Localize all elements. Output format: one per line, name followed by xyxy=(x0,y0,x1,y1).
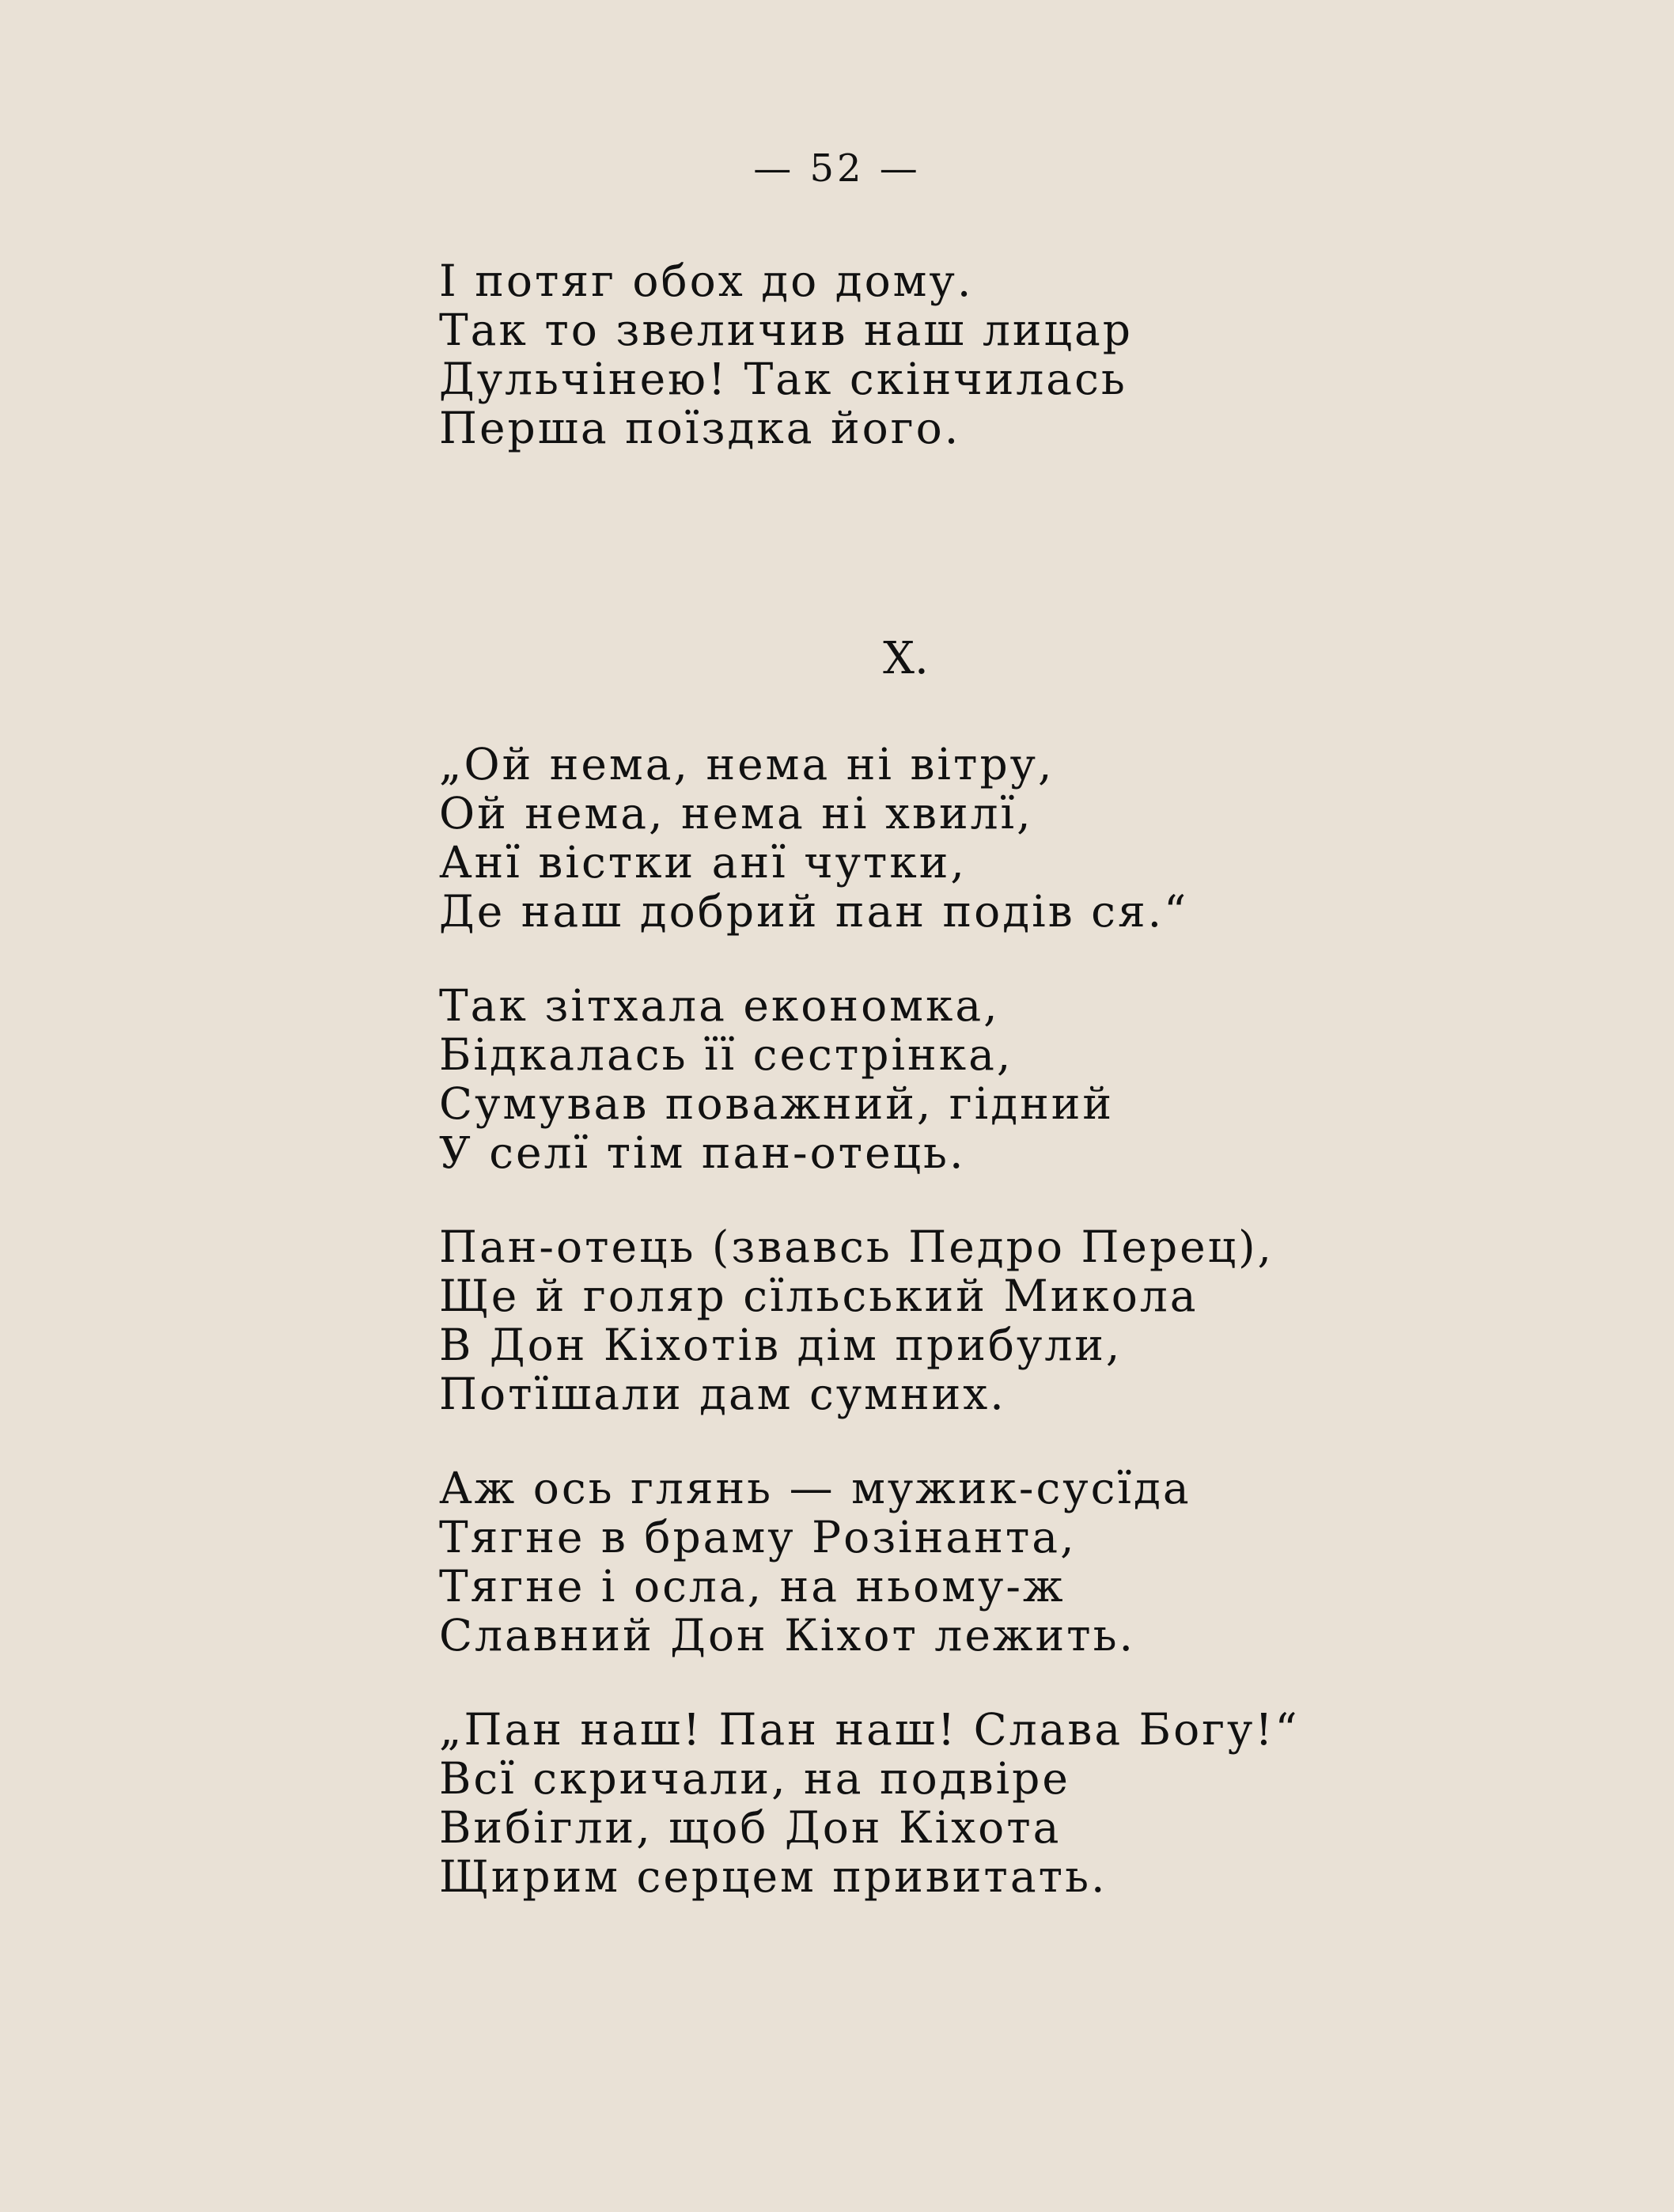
verse-line: Сумував поважний, гідний xyxy=(439,1078,1115,1129)
stanza-3 xyxy=(439,1222,1388,1418)
verse-line: Де наш добрий пан подів ся.“ xyxy=(439,886,1189,937)
verse-line: Бідкалась її сестрінка, xyxy=(439,1029,1013,1080)
verse-line: Дульчінею! Так скінчилась xyxy=(439,354,1127,404)
stanza-closing xyxy=(439,256,1388,453)
stanza-4 xyxy=(439,1464,1388,1660)
verse-line: Славний Дон Кіхот лежить. xyxy=(439,1610,1135,1661)
verse-line: „Пан наш! Пан наш! Слава Богу!“ xyxy=(439,1704,1300,1755)
verse-line: Потїшали дам сумних. xyxy=(439,1369,1006,1419)
verse-line: Пан-отець (звавсь Педро Перец), xyxy=(439,1222,1274,1272)
verse-line: І потяг обох до дому. xyxy=(439,256,974,306)
verse-line: Перша поїздка його. xyxy=(439,403,961,453)
stanza-1 xyxy=(439,740,1388,936)
verse-line: Так зітхала економка, xyxy=(439,980,1000,1031)
stanza-5 xyxy=(439,1705,1388,1901)
verse-line: Ой нема, нема ні хвилї, xyxy=(439,788,1033,839)
stanza-2 xyxy=(439,981,1388,1177)
verse-line: Аж ось глянь — мужик-сусїда xyxy=(439,1463,1191,1513)
verse-line: Анї вістки анї чутки, xyxy=(439,837,967,888)
verse-line: Ще й голяр сїльський Микола xyxy=(439,1271,1199,1321)
verse-line: Тягне і осла, на ньому-ж xyxy=(439,1561,1066,1612)
verse-line: Всї скричали, на подвіре xyxy=(439,1753,1070,1804)
verse-line: Вибігли, щоб Дон Кіхота xyxy=(439,1802,1062,1853)
page-number: — 52 — xyxy=(753,146,921,191)
verse-line: „Ой нема, нема ні вітру, xyxy=(439,739,1055,790)
verse-line: Тягне в браму Розінанта, xyxy=(439,1512,1077,1562)
verse-line: Щирим серцем привитать. xyxy=(439,1851,1108,1902)
chapter-heading: X. xyxy=(883,633,929,684)
verse-line: У селї тім пан-отець. xyxy=(439,1127,966,1178)
verse-line: В Дон Кіхотів дім прибули, xyxy=(439,1320,1123,1370)
verse-line: Так то звеличив наш лицар xyxy=(439,305,1133,355)
